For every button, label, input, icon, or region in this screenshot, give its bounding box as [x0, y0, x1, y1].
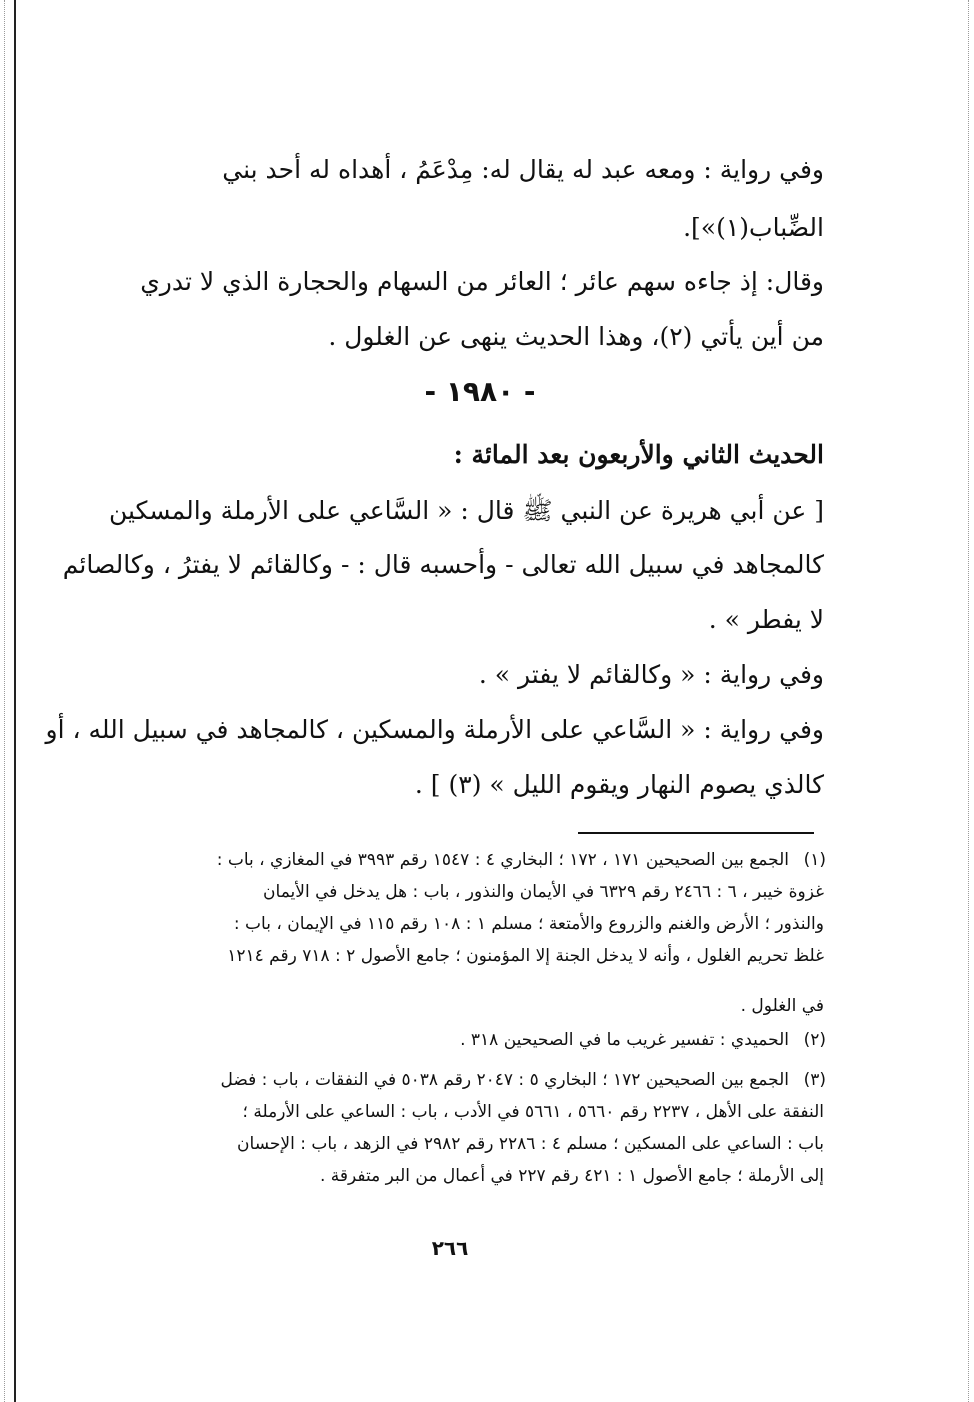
footnote-line: الجمع بين الصحيحين ١٧٢ ؛ البخاري ٥ : ٢٠٤٧ رقم ٥٠٣٨ في النفقات ، باب : فضل: [220, 1070, 789, 1090]
scan-dotted-line: [4, 0, 5, 1402]
page-edge-line: [14, 0, 16, 1402]
scan-dotted-line: [968, 0, 969, 1402]
text-line: من أين يأتي (٢)، وهذا الحديث ينهى عن الغلول .: [328, 322, 824, 351]
text-line: وفي رواية : ومعه عبد له يقال له: مِدْعَمُ ، أهداه له أحد بني: [222, 155, 824, 184]
riwaya-line: وفي رواية : « وكالقائم لا يفتر » .: [478, 660, 824, 689]
footnote-line: باب : الساعي على المسكين ؛ مسلم ٤ : ٢٢٨٦ رقم ٢٩٨٢ في الزهد ، باب : الإحسان: [237, 1134, 824, 1154]
footnote-marker: (٣): [803, 1070, 826, 1090]
footnote-line: النفقة على الأهل ، ٢٢٣٧ رقم ٥٦٦٠ ، ٥٦٦١ في الأدب ، باب : الساعي على الأرملة ؛: [242, 1102, 824, 1122]
footnote-line: إلى الأرملة ؛ جامع الأصول ١ : ٤٢١ رقم ٢٢٧ في أعمال من البر متفرقة .: [319, 1166, 824, 1186]
text-line: الضِّباب(١)»].: [683, 213, 824, 242]
footnote-marker: (٢): [803, 1030, 826, 1050]
footnote-line: غزوة خيبر ، ٦ : ٢٤٦٦ رقم ٦٣٢٩ في الأيمان والنذور ، باب : هل يدخل في الأيمان: [263, 882, 824, 902]
section-title: الحديث الثاني والأربعون بعد المائة :: [453, 440, 824, 469]
footnote-marker: (١): [803, 850, 826, 870]
footnote-separator: [578, 832, 814, 834]
page-number: ٢٦٦: [431, 1236, 469, 1260]
hadith-line: [ عن أبي هريرة عن النبي ﷺ قال : « السَّاعي على الأرملة والمسكين: [108, 496, 824, 525]
riwaya-line: وفي رواية : « السَّاعي على الأرملة والمسكين ، كالمجاهد في سبيل الله ، أو: [45, 715, 824, 744]
footnote-line: الحميدي : تفسير غريب ما في الصحيحين ٣١٨ .: [460, 1030, 789, 1050]
hadith-line: كالمجاهد في سبيل الله تعالى - وأحسبه قال : - وكالقائم لا يفترُ ، وكالصائم: [62, 550, 824, 579]
footnote-line: غلظ تحريم الغلول ، وأنه لا يدخل الجنة إلا المؤمنون ؛ جامع الأصول ٢ : ٧١٨ رقم ١٢١٤: [227, 946, 824, 966]
text-line: وقال: إذ جاءه سهم عائر ؛ العائر من السهام والحجارة الذي لا تدري: [140, 267, 824, 296]
hadith-number: - ١٩٨٠ -: [424, 375, 536, 408]
riwaya-line: كالذي يصوم النهار ويقوم الليل » (٣) ] .: [414, 770, 824, 799]
footnote-line: في الغلول .: [740, 996, 824, 1016]
hadith-line: لا يفطر » .: [708, 605, 824, 634]
footnote-line: الجمع بين الصحيحين ١٧١ ، ١٧٢ ؛ البخاري ٤ : ١٥٤٧ رقم ٣٩٩٣ في المغازي ، باب :: [216, 850, 789, 870]
footnote-line: والنذور ؛ الأرض والغنم والزروع والأمتعة ؛ مسلم ١ : ١٠٨ رقم ١١٥ في الإيمان ، باب :: [233, 914, 824, 934]
